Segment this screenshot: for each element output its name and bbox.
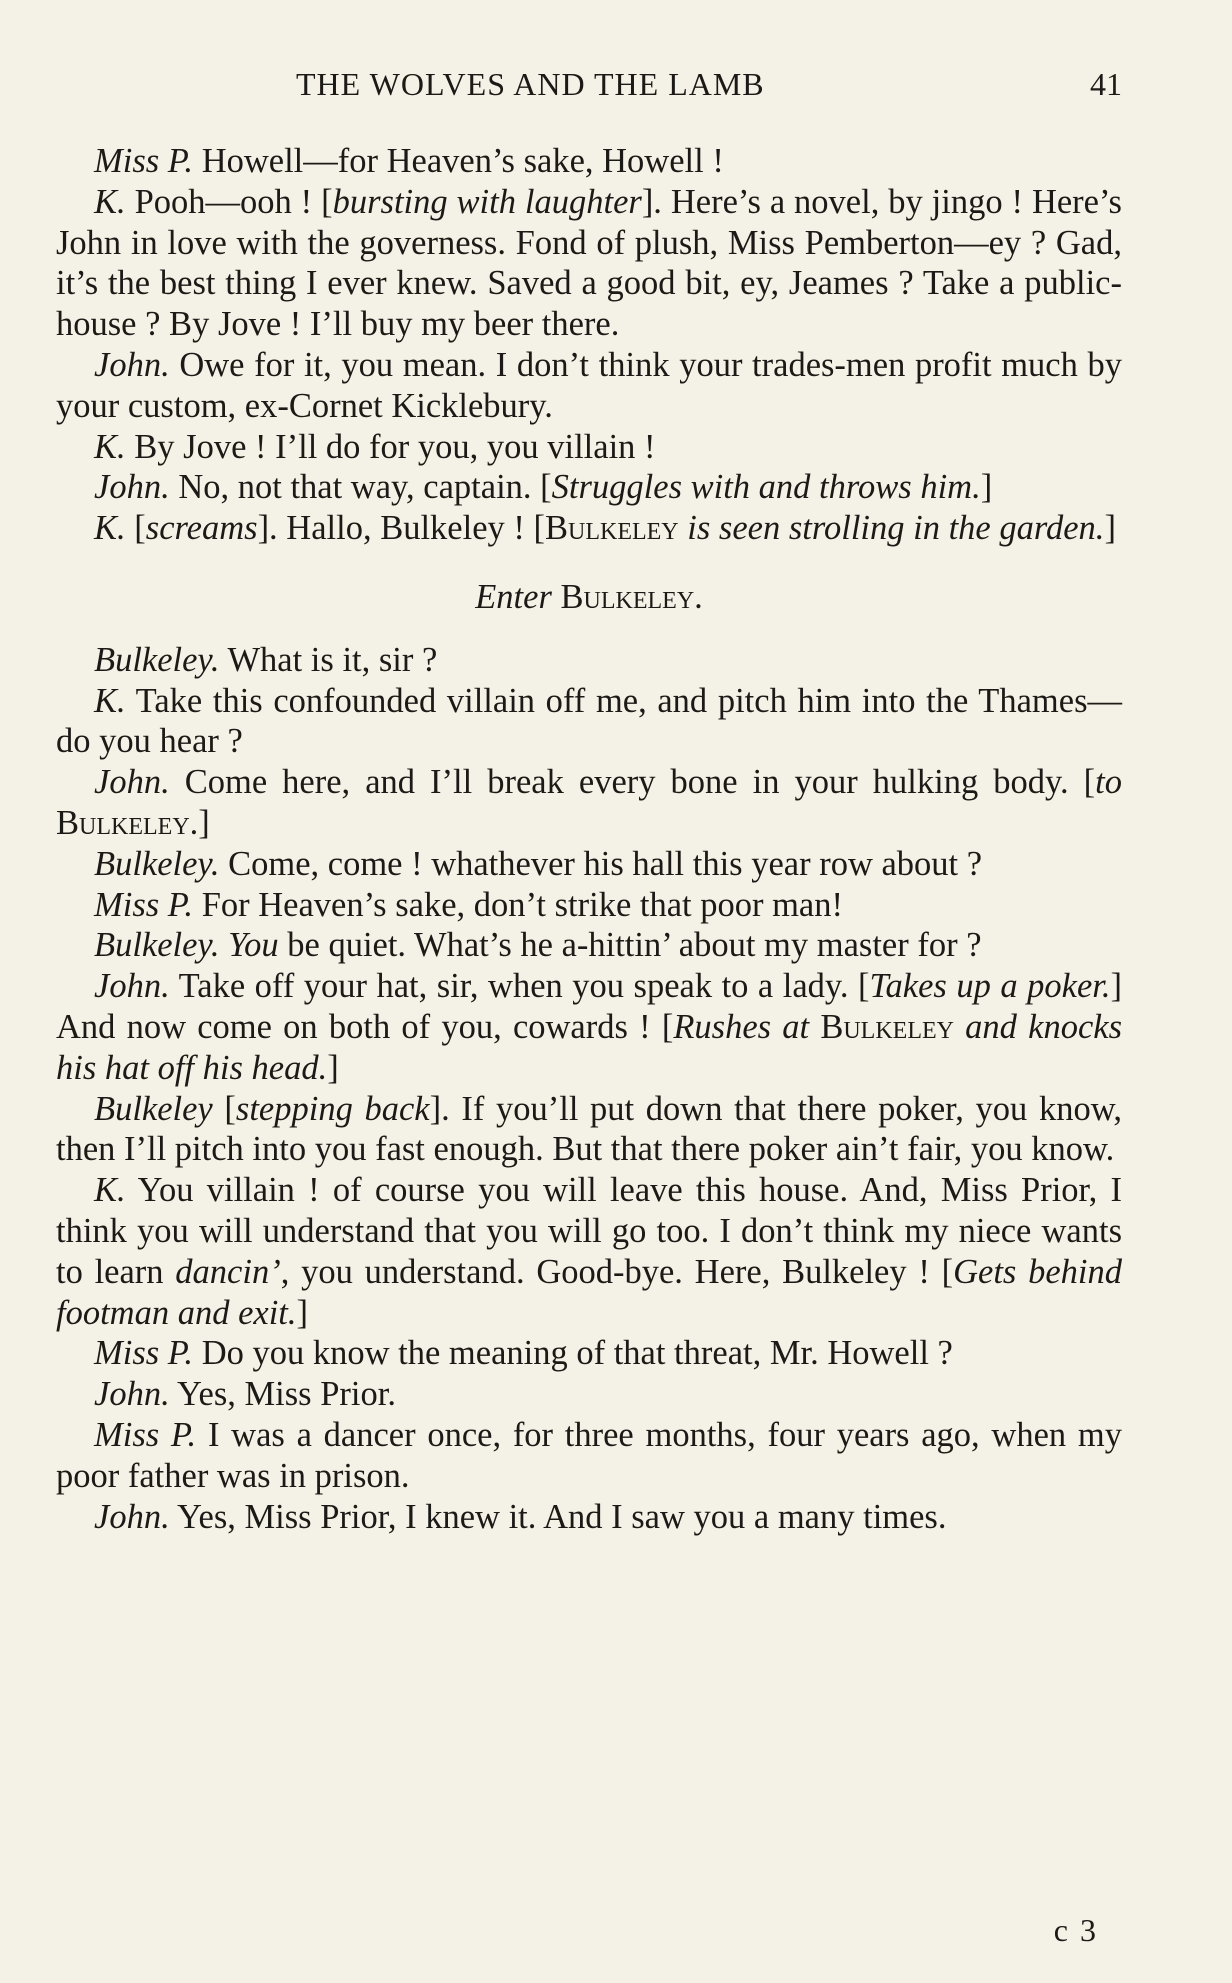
speaker-name: K. xyxy=(94,509,126,548)
speech-text: ]. Hallo, Bulkeley ! [ xyxy=(257,509,545,548)
stage-direction: Gets behind footman and exit. xyxy=(56,1252,1122,1332)
speech-text: No, not that way, captain. [ xyxy=(169,468,552,507)
dialogue-paragraph xyxy=(56,427,1122,468)
dialogue-paragraph xyxy=(56,467,1122,508)
speaker-name: Miss P. xyxy=(94,1415,197,1454)
speaker-name: John. xyxy=(94,967,170,1006)
dialogue-paragraph xyxy=(56,1333,1122,1374)
speech-text: ] xyxy=(296,1293,309,1332)
speech-text: Take this confounded villain off me, and pitch him into the Thames—do you hear ? xyxy=(56,681,1122,761)
speech-text: Yes, Miss Prior, I knew it. And I saw you a many times. xyxy=(169,1497,947,1536)
speech-text: Take off your hat, sir, when you speak to a lady. [ xyxy=(169,967,870,1006)
dialogue-paragraph xyxy=(56,1089,1122,1171)
stage-direction: is seen strolling in the garden. xyxy=(678,509,1105,548)
dialogue-paragraph xyxy=(56,844,1122,885)
stage-direction: stepping back xyxy=(235,1089,430,1128)
speech-text: ] And now come on both of you, cowards ! [ xyxy=(56,967,1122,1046)
speech-text: Come, come ! whathever his hall this year row about ? xyxy=(219,844,983,883)
speaker-name: John. xyxy=(94,1375,170,1414)
speech-text: Howell—for Heaven’s sake, Howell ! xyxy=(193,142,724,180)
speech-text: ] xyxy=(1104,509,1116,548)
speaker-name: Bulkeley. xyxy=(94,640,220,679)
speech-text: ] xyxy=(198,803,210,842)
character-name: Bulkeley xyxy=(544,509,679,548)
speech-text: ]. Here’s a novel, by jingo ! Here’s John in love with the governess. Fond of plush, Miss Pemberton—ey ? Gad, it’s the best thing I ever knew. Saved a good bit, ey, Jeames ? Take a public-house ? By Jove ! I’ll buy my beer there. xyxy=(56,182,1122,344)
speaker-name: John. xyxy=(94,763,170,802)
stage-direction: Struggles with and throws him. xyxy=(551,468,981,507)
speech-text: You villain ! of course you will leave this house. And, Miss Prior, I think you will understand that you will go too. I don’t think my niece wants to learn xyxy=(56,1171,1122,1291)
stage-direction: and knocks his hat off his head. xyxy=(56,1007,1123,1087)
character-name: Bulkeley. xyxy=(56,803,199,842)
dialogue-paragraph xyxy=(56,1374,1122,1415)
speech-text: What is it, sir ? xyxy=(219,640,438,679)
speech-text: be quiet. What’s he a-hittin’ about my master for ? xyxy=(278,926,982,965)
speaker-name: Bulkeley. xyxy=(94,926,220,965)
speaker-name: John. xyxy=(94,1497,170,1536)
dialogue-paragraph xyxy=(56,885,1122,926)
character-name: Bulkeley. xyxy=(551,577,703,616)
speech-text: [ xyxy=(125,509,146,548)
page-number: 41 xyxy=(1090,66,1122,102)
speech-text: Come here, and I’ll break every bone in your hulking body. [ xyxy=(169,763,1096,802)
page-header xyxy=(56,66,1122,112)
speech-text: By Jove ! I’ll do for you, you villain ! xyxy=(125,427,656,466)
stage-direction: bursting with laughter xyxy=(332,182,642,221)
dialogue-paragraph xyxy=(56,141,1122,182)
speech-text: ]. If you’ll put down that there poker, you know, then I’ll pitch into you fast enough. But that there poker ain’t fair, you know. xyxy=(56,1089,1122,1169)
emphasis-text: dancin’ xyxy=(163,1252,281,1291)
dialogue-paragraph xyxy=(56,508,1122,549)
speech-text: [ xyxy=(212,1089,236,1128)
speaker-name: Miss P. xyxy=(94,1334,194,1373)
dialogue-paragraph xyxy=(56,345,1122,427)
speaker-name: Miss P. xyxy=(94,142,194,180)
dialogue-paragraph xyxy=(56,966,1122,1088)
speaker-name: John. xyxy=(94,345,170,384)
stage-direction: to xyxy=(1095,763,1122,802)
speech-text: Yes, Miss Prior. xyxy=(169,1375,396,1414)
stage-direction: Takes up a poker. xyxy=(869,967,1111,1006)
speaker-name: John. xyxy=(94,468,170,507)
speaker-name: K. xyxy=(94,182,126,221)
speech-text: Do you know the meaning of that threat, Mr. Howell ? xyxy=(193,1334,953,1373)
speaker-name: K. xyxy=(94,681,126,720)
speaker-name: Miss P. xyxy=(94,885,194,924)
dialogue-paragraph xyxy=(56,681,1122,763)
entrance-direction xyxy=(56,577,1122,618)
emphasis-text: You xyxy=(219,926,279,965)
signature-mark: c 3 xyxy=(1053,1912,1098,1948)
character-name: Bulkeley xyxy=(809,1007,954,1046)
dialogue-paragraph xyxy=(56,925,1122,966)
dialogue-paragraph xyxy=(56,182,1122,345)
speech-text: ] xyxy=(327,1048,339,1087)
dialogue-paragraph xyxy=(56,1497,1122,1538)
dialogue-paragraph xyxy=(56,1415,1122,1497)
dialogue-paragraph xyxy=(56,640,1122,681)
speech-text: I was a dancer once, for three months, four years ago, when my poor father was in prison. xyxy=(56,1415,1122,1495)
stage-direction: Enter xyxy=(475,577,552,616)
stage-direction: screams xyxy=(145,509,258,548)
stage-direction: Rushes at xyxy=(673,1007,810,1046)
speech-text: Pooh—ooh ! [ xyxy=(125,182,333,221)
speaker-name: Bulkeley xyxy=(94,1089,213,1128)
speech-text: ] xyxy=(980,468,993,507)
speech-text: For Heaven’s sake, don’t strike that poor man! xyxy=(193,885,843,924)
dialogue-paragraph xyxy=(56,1170,1122,1333)
speaker-name: Bulkeley. xyxy=(94,844,220,883)
speaker-name: K. xyxy=(94,427,126,466)
speech-text: Owe for it, you mean. I don’t think your trades-men profit much by your custom, ex-Cornet Kicklebury. xyxy=(56,345,1122,425)
dialogue-paragraph xyxy=(56,762,1122,844)
play-text xyxy=(56,141,1122,1537)
speech-text: , you understand. Good-bye. Here, Bulkeley ! [ xyxy=(280,1252,954,1291)
running-title: THE WOLVES AND THE LAMB xyxy=(296,66,765,102)
speaker-name: K. xyxy=(94,1171,126,1210)
